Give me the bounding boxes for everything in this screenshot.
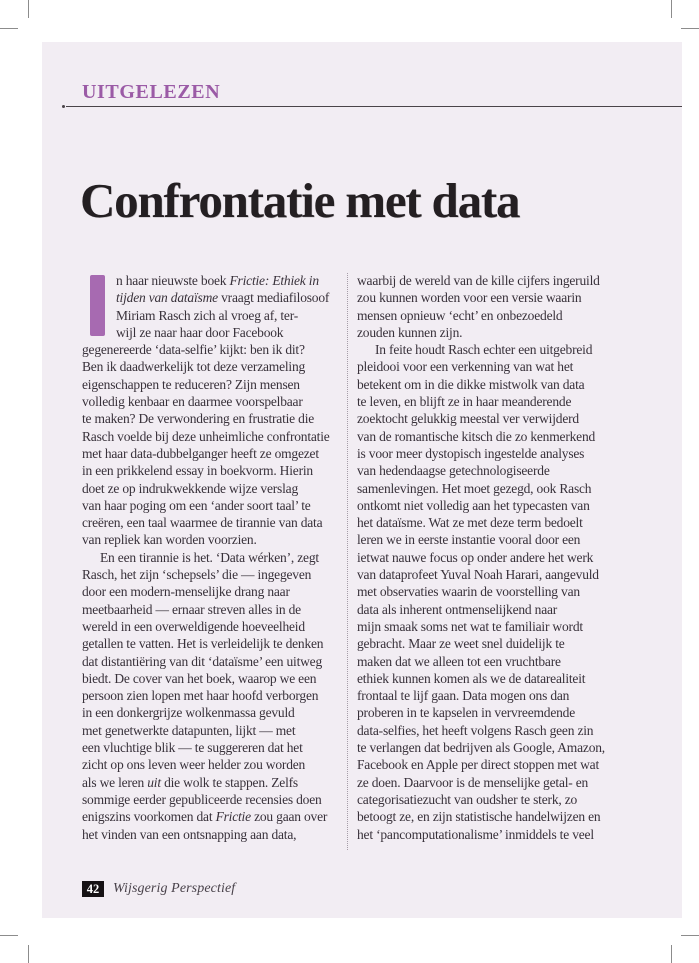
body-column-right [357,272,637,843]
text-line: met haar data-dubbelganger heeft ze omgezet [82,445,319,461]
text-line: van de romantische kitsch die zo kenmerkend [357,428,596,444]
kicker-rule [66,106,682,107]
section-kicker: UITGELEZEN [82,81,221,103]
text-line: Rasch voelde bij deze unheimliche confrontatie [82,428,330,444]
text-line: gegenereerde ‘data-selfie’ kijkt: ben ik dit? [82,342,305,358]
text-line: enigszins voorkomen dat Frictie zou gaan over [82,809,328,825]
text-line: gebracht. Maar ze weet snel duidelijk te [357,636,565,652]
text-line: doet ze op indrukwekkende wijze verslag [82,480,298,496]
crop-mark-bottom-right-h [681,935,699,936]
crop-mark-top-right-v [671,0,672,18]
crop-mark-top-right-h [681,28,699,29]
text-line: samenlevingen. Het moet gezegd, ook Rasch [357,480,592,496]
text-line: mensen opnieuw ‘echt’ en onbezoedeld [357,307,563,323]
text-line: In feite houdt Rasch echter een uitgebreid [375,342,593,358]
text-line: meetbaarheid — ernaar streven alles in de [82,601,301,617]
text-line: het ‘pancomputationalisme’ inmiddels te veel [357,826,594,842]
crop-mark-bottom-right-v [671,945,672,963]
text-line: zouden kunnen zijn. [357,324,463,340]
text-line: biedt. De cover van het boek, waarop we een [82,670,317,686]
text-line: ze doen. Daarvoor is de menselijke getal- en [357,774,589,790]
journal-name: Wijsgerig Perspectief [113,881,236,896]
text-line: door een modern-menselijke drang naar [82,584,290,600]
text-line: zoektocht gelukkig meestal ver verwijderd [357,411,579,427]
text-line: sommige eerder gepubliceerde recensies doen [82,791,322,807]
text-line: te verlangen dat bedrijven als Google, Amazon, [357,740,605,756]
text-line: wereld in een overweldigende hoeveelheid [82,618,305,634]
text-line: van hedendaagse getechnologiseerde [357,463,550,479]
text-line: van haar poging om een ‘ander soort taal’ te [82,497,311,513]
text-line: met genetwerkte datapunten, lijkt — met [82,722,296,738]
column-right-text [357,272,637,843]
page-footer [82,880,235,898]
text-line: Ben ik daadwerkelijk tot deze verzameling [82,359,306,375]
text-line: van repliek kan worden voorzien. [82,532,257,548]
article-title: Confrontatie met data [80,173,520,228]
column-divider [347,273,348,850]
crop-mark-bottom-left-h [0,935,18,936]
text-line: ietwat nauwe focus op onder andere het werk [357,549,594,565]
text-line: het dataïsme. Wat ze met deze term bedoelt [357,515,583,531]
text-line: persoon zien lopen met haar hoofd verborgen [82,688,319,704]
page-number-badge: 42 [82,881,104,897]
text-line: is voor meer dystopisch ingestelde analyses [357,445,585,461]
text-line: waarbij de wereld van de kille cijfers ingeruild [357,273,600,288]
text-line: mijn smaak soms net wat te familiair wordt [357,618,583,634]
text-line: ontkomt niet volledig aan het typecasten van [357,497,590,513]
crop-mark-top-left-v [28,0,29,18]
text-line: in een donkergrijze wolkenmassa gevuld [82,705,295,721]
text-line: te leven, en blijft ze in haar meanderende [357,394,572,410]
text-line: data als inherent ontmenselijkend naar [357,601,558,617]
crop-mark-bottom-left-v [28,945,29,963]
text-line: ethiek kunnen komen als we de datarealiteit [357,670,586,686]
text-line: creëren, een taal waarmee de tirannie van data [82,515,323,531]
dropcap-letter-i [90,275,105,336]
text-line: En een tirannie is het. ‘Data wérken’, zegt [100,549,319,565]
text-line: tijden van dataïsme vraagt mediafilosoof [116,290,330,306]
text-line: getallen te vatten. Het is verleidelijk te denken [82,636,324,652]
text-line: proberen in te kapselen in vervreemdende [357,705,576,721]
text-line: pleidooi voor een verkenning van wat het [357,359,574,375]
text-line: Facebook en Apple per direct stoppen met wat [357,757,599,773]
text-line: dat distantiëring van dit ‘dataïsme’ een uitweg [82,653,323,669]
text-line: met observaties waarin de voorstelling van [357,584,580,600]
text-line: Miriam Rasch zich al vroeg af, ter- [116,307,299,323]
text-line: te maken? De verwondering en frustratie die [82,411,315,427]
text-line: volledig kenbaar en daarmee voorspelbaar [82,394,303,410]
text-line: wijl ze naar haar door Facebook [116,324,284,340]
body-column-left [82,272,344,843]
text-line: van dataprofeet Yuval Noah Harari, aangevuld [357,567,599,583]
text-line: in een prikkelend essay in boekvorm. Hierin [82,463,313,479]
text-line: als we leren uit die wolk te stappen. Zelfs [82,774,298,790]
text-line: Rasch, het zijn ‘schepsels’ die — ingegeven [82,567,312,583]
kicker-rule-dot [62,105,65,108]
text-line: eigenschappen te reduceren? Zijn mensen [82,376,300,392]
text-line: betekent om in die dikke mistwolk van data [357,376,585,392]
text-line: maken dat we alleen tot een vruchtbare [357,653,561,669]
text-line: een vluchtige blik — te suggereren dat het [82,740,303,756]
text-line: betoogt ze, en zijn statistische handelwijzen en [357,809,601,825]
text-line: data-selfies, het heeft volgens Rasch geen zin [357,722,594,738]
text-line: het vinden van een ontsnapping aan data, [82,826,297,842]
crop-mark-top-left-h [0,28,18,29]
text-line: n haar nieuwste boek Frictie: Ethiek in [116,273,319,288]
text-line: frontaal te lijf gaan. Data mogen ons dan [357,688,570,704]
text-line: categorisatiezucht van oudsher te sterk, zo [357,791,578,807]
column-left-text [82,272,344,843]
text-line: leren we in eerste instantie vooral door een [357,532,581,548]
text-line: zicht op ons leven weer helder zou worden [82,757,306,773]
text-line: zou kunnen worden voor een versie waarin [357,290,582,306]
